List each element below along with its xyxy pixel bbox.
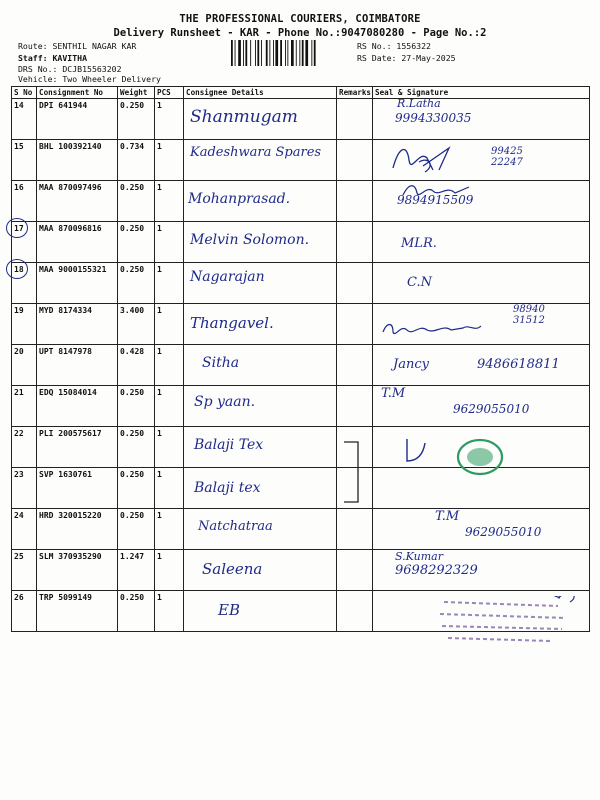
vehicle-label: Vehicle: Two Wheeler Delivery: [18, 74, 161, 84]
signature-phone: 98940 31512: [513, 304, 545, 326]
consignee-handwriting: Mohanprasad.: [188, 191, 291, 207]
column-header-weight: Weight: [118, 87, 155, 99]
signature-scribble: [379, 318, 489, 340]
consignee-cell: [184, 304, 337, 345]
consignee-handwriting: Saleena: [202, 560, 263, 578]
consignee-handwriting: Sitha: [202, 355, 240, 371]
barcode-bar: [287, 40, 288, 66]
barcode-bar: [261, 40, 262, 66]
barcode-bar: [314, 40, 316, 66]
barcode-bar: [273, 40, 274, 66]
consignee-handwriting: Sp yaan.: [194, 394, 256, 410]
sno-cell: [12, 222, 37, 263]
signature-handwriting: T.M: [435, 509, 460, 524]
signature-handwriting: Jancy: [393, 357, 429, 372]
weight-cell: 0.250: [118, 591, 155, 632]
table-row: [12, 304, 590, 345]
sno-cell: 14: [12, 99, 37, 140]
signature-cell: [373, 222, 590, 263]
table-header-row: [12, 87, 590, 99]
table-row: [12, 509, 590, 550]
pcs-cell: 1: [155, 263, 184, 304]
sno-cell: 23: [12, 468, 37, 509]
barcode-bar: [285, 40, 286, 66]
consignee-cell: [184, 222, 337, 263]
barcode-bar: [257, 40, 259, 66]
signature-phone: 9629055010: [465, 525, 542, 539]
consignment-cell: UPT 8147978: [37, 345, 118, 386]
barcode-bar: [280, 40, 282, 66]
table-row: [12, 99, 590, 140]
consignee-cell: [184, 550, 337, 591]
consignment-cell: EDQ 15084014: [37, 386, 118, 427]
barcode-bar: [235, 40, 236, 66]
consignee-cell: [184, 427, 337, 468]
signature-cell: [373, 181, 590, 222]
company-seal: [455, 437, 505, 477]
table-row: [12, 345, 590, 386]
sno-cell: 26: [12, 591, 37, 632]
sno-cell: 16: [12, 181, 37, 222]
sno-cell: 24: [12, 509, 37, 550]
sno-cell: 20: [12, 345, 37, 386]
weight-cell: 1.247: [118, 550, 155, 591]
sno-cell: 25: [12, 550, 37, 591]
consignee-cell: [184, 345, 337, 386]
column-header-consignment: Consignment No: [37, 87, 118, 99]
consignee-handwriting: Balaji tex: [194, 480, 261, 496]
column-header-consignee: Consignee Details: [184, 87, 337, 99]
pcs-cell: 1: [155, 222, 184, 263]
signature-cell: [373, 140, 590, 181]
company-title: THE PROFESSIONAL COURIERS, COIMBATORE: [179, 13, 421, 25]
column-header-sno: S No: [12, 87, 37, 99]
weight-cell: 0.428: [118, 345, 155, 386]
signature-cell: [373, 345, 590, 386]
signature-handwriting: S.Kumar: [395, 550, 443, 563]
table-row: [12, 140, 590, 181]
consignee-handwriting: Balaji Tex: [194, 437, 264, 453]
weight-cell: 0.250: [118, 427, 155, 468]
consignment-cell: MAA 870097496: [37, 181, 118, 222]
consignee-cell: [184, 263, 337, 304]
rs-number: RS No.: 1556322: [357, 41, 431, 51]
weight-cell: 0.250: [118, 263, 155, 304]
consignee-cell: [184, 99, 337, 140]
barcode-bar: [231, 40, 233, 66]
consignment-cell: MAA 870096816: [37, 222, 118, 263]
pcs-cell: 1: [155, 304, 184, 345]
consignment-cell: HRD 320015220: [37, 509, 118, 550]
signature-handwriting: R.Latha: [397, 97, 441, 110]
circle-mark: [6, 218, 28, 238]
consignment-cell: MAA 9000155321: [37, 263, 118, 304]
barcode-bar: [250, 40, 251, 66]
table-row: [12, 386, 590, 427]
signature-cell: [373, 99, 590, 140]
table-row: [12, 263, 590, 304]
sno-value: 18: [14, 265, 24, 274]
signature-cell: [373, 263, 590, 304]
weight-cell: 3.400: [118, 304, 155, 345]
pcs-cell: 1: [155, 427, 184, 468]
weight-cell: 0.734: [118, 140, 155, 181]
consignment-cell: SVP 1630761: [37, 468, 118, 509]
bracket-mark: [340, 440, 364, 504]
consignment-cell: TRP 5099149: [37, 591, 118, 632]
signature-cell: [373, 550, 590, 591]
barcode-bar: [245, 40, 247, 66]
remarks-cell: [337, 591, 373, 632]
sno-cell: [12, 263, 37, 304]
signature-scribble: [401, 435, 431, 465]
consignee-cell: [184, 591, 337, 632]
sno-cell: 22: [12, 427, 37, 468]
remarks-cell: [337, 181, 373, 222]
consignee-cell: [184, 468, 337, 509]
pcs-cell: 1: [155, 140, 184, 181]
remarks-cell: [337, 386, 373, 427]
barcode-bar: [311, 40, 312, 66]
pcs-cell: 1: [155, 345, 184, 386]
pcs-cell: 1: [155, 550, 184, 591]
signature-phone: 99425 22247: [491, 146, 523, 168]
barcode-bar: [291, 40, 294, 66]
pcs-cell: 1: [155, 99, 184, 140]
consignment-cell: BHL 100392140: [37, 140, 118, 181]
consignee-cell: [184, 181, 337, 222]
signature-phone: 9994330035: [395, 111, 472, 125]
signature-handwriting: C.N: [407, 275, 432, 290]
barcode-bar: [299, 40, 300, 66]
drs-number: DRS No.: DCJB15563202: [18, 64, 122, 74]
consignment-cell: SLM 370935290: [37, 550, 118, 591]
signature-phone: 9629055010: [453, 402, 530, 416]
weight-cell: 0.250: [118, 222, 155, 263]
sno-cell: 19: [12, 304, 37, 345]
weight-cell: 0.250: [118, 468, 155, 509]
consignee-cell: [184, 140, 337, 181]
pcs-cell: 1: [155, 181, 184, 222]
barcode-bar: [296, 40, 297, 66]
remarks-cell: [337, 509, 373, 550]
remarks-cell: [337, 304, 373, 345]
route-label: Route: SENTHIL NAGAR KAR: [18, 41, 137, 51]
pcs-cell: 1: [155, 386, 184, 427]
pcs-cell: 1: [155, 509, 184, 550]
sno-cell: 15: [12, 140, 37, 181]
circle-mark: [6, 259, 28, 279]
column-header-signature: Seal & Signature: [373, 87, 590, 99]
consignee-handwriting: Melvin Solomon.: [190, 232, 310, 248]
signature-scribble: [389, 140, 479, 180]
barcode-bar: [255, 40, 256, 66]
signature-handwriting: T.M: [381, 386, 406, 401]
consignee-cell: [184, 386, 337, 427]
consignee-cell: [184, 509, 337, 550]
table-row: [12, 181, 590, 222]
runsheet-subtitle: Delivery Runsheet - KAR - Phone No.:9047080280 - Page No.:2: [113, 27, 487, 39]
remarks-cell: [337, 99, 373, 140]
remarks-cell: [337, 550, 373, 591]
pcs-cell: 1: [155, 468, 184, 509]
barcode-bar: [266, 40, 268, 66]
consignee-handwriting: EB: [218, 601, 240, 619]
weight-cell: 0.250: [118, 99, 155, 140]
signature-handwriting: MLR.: [401, 236, 437, 251]
signature-phone: 9894915509: [397, 193, 474, 207]
consignee-handwriting: Natchatraa: [198, 519, 273, 534]
consignee-handwriting: Shanmugam: [190, 107, 298, 127]
rs-date: RS Date: 27-May-2025: [357, 53, 456, 63]
signature-cell: [373, 304, 590, 345]
column-header-remarks: Remarks: [337, 87, 373, 99]
weight-cell: 0.250: [118, 509, 155, 550]
delivery-stamp: [430, 596, 580, 654]
remarks-cell: [337, 222, 373, 263]
signature-cell: [373, 386, 590, 427]
barcode-bar: [243, 40, 244, 66]
consignee-handwriting: Thangavel.: [190, 314, 274, 332]
pcs-cell: 1: [155, 591, 184, 632]
remarks-cell: [337, 140, 373, 181]
barcode-bar: [269, 40, 270, 66]
weight-cell: 0.250: [118, 386, 155, 427]
signature-phone: 9698292329: [395, 563, 478, 578]
consignee-handwriting: Kadeshwara Spares: [190, 145, 322, 160]
consignment-cell: PLI 200575617: [37, 427, 118, 468]
consignment-cell: MYD 8174334: [37, 304, 118, 345]
signature-phone: 9486618811: [477, 357, 560, 372]
consignment-cell: DPI 641944: [37, 99, 118, 140]
table-row: [12, 222, 590, 263]
sno-value: 17: [14, 224, 24, 233]
table-row: [12, 550, 590, 591]
runsheet-table: [11, 86, 590, 632]
staff-label: Staff: KAVITHA: [18, 53, 88, 63]
barcode-bar: [238, 40, 241, 66]
barcode-bar: [305, 40, 308, 66]
remarks-cell: [337, 345, 373, 386]
remarks-cell: [337, 263, 373, 304]
barcode-bar: [275, 40, 278, 66]
column-header-pcs: PCS: [155, 87, 184, 99]
consignee-handwriting: Nagarajan: [190, 269, 265, 285]
barcode-bar: [302, 40, 304, 66]
signature-cell: [373, 509, 590, 550]
sno-cell: 21: [12, 386, 37, 427]
barcode: [230, 40, 353, 66]
weight-cell: 0.250: [118, 181, 155, 222]
